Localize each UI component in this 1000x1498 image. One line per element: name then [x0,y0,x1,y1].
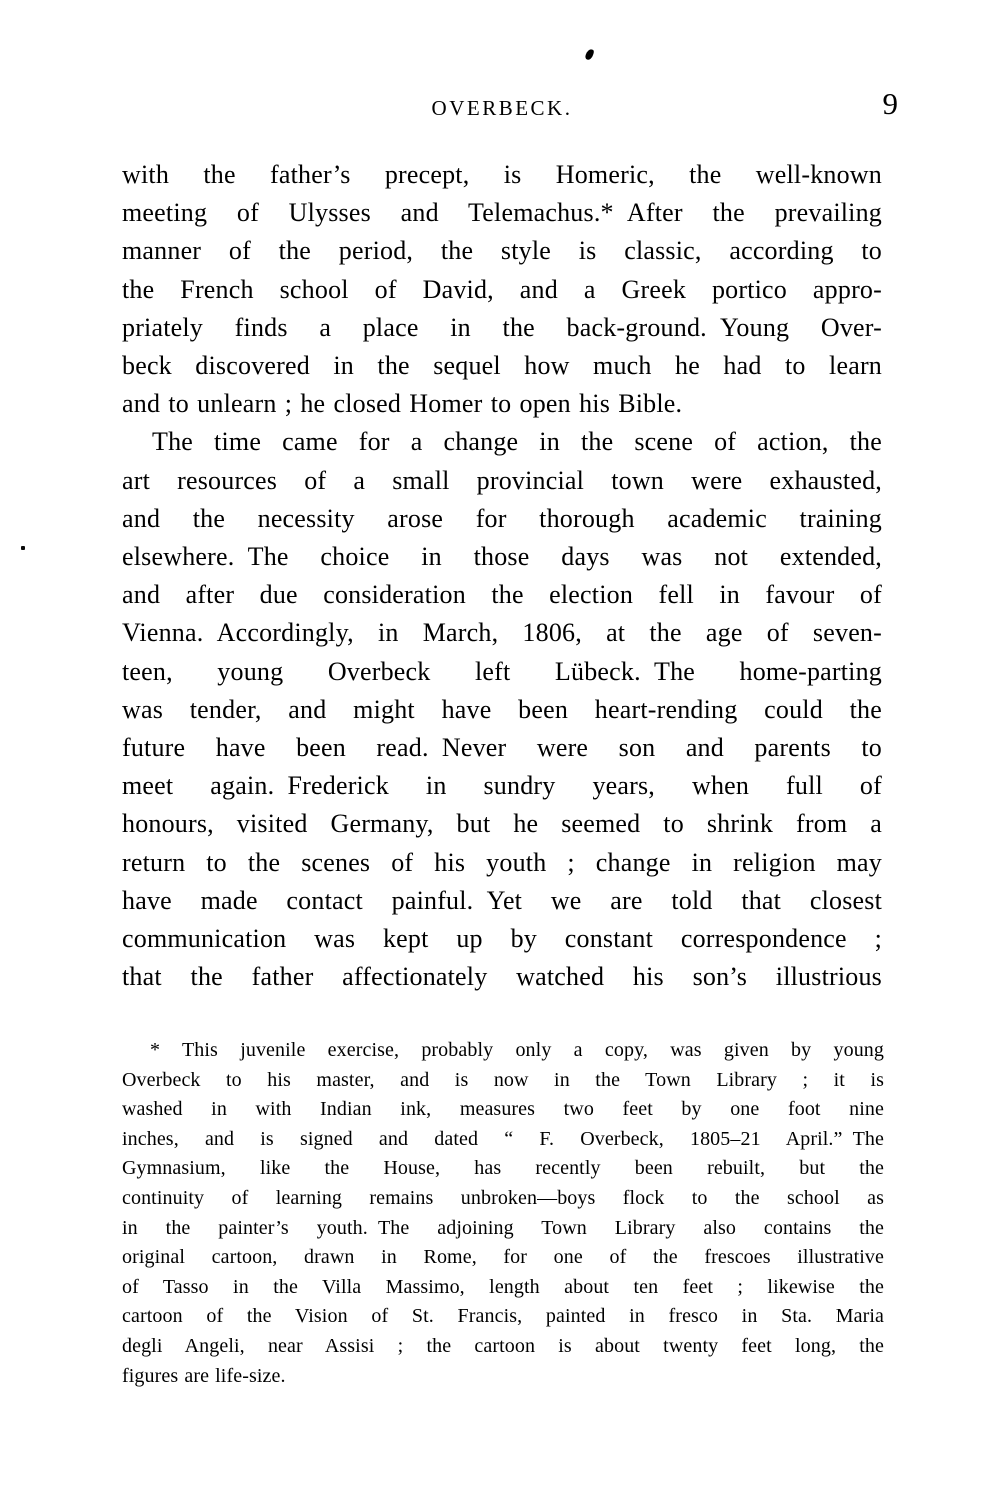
text-line: return to the scenes of his youth ; change in religion may [122,847,882,877]
footnote-line: * This juvenile exercise, probably only a copy, was given by young [150,1039,884,1061]
text-line: have made contact painful. Yet we are told that closest [122,885,882,915]
text-line: and to unlearn ; he closed Homer to open his Bible. [122,389,683,419]
footnote-line: Gymnasium, like the House, has recently been rebuilt, but the [122,1157,884,1180]
text-line: and the necessity arose for thorough academic training [122,503,882,533]
footnote-line: washed in with Indian ink, measures two feet by one foot nine [122,1098,884,1121]
footnote-line: Overbeck to his master, and is now in the Town Library ; it is [122,1068,884,1091]
paragraph-1 [122,156,882,423]
text-line: honours, visited Germany, but he seemed to shrink from a [122,809,882,839]
text-line: teen, young Overbeck left Lübeck. The home-parting [122,656,882,686]
text-line: future have been read. Never were son and parents to [122,733,882,763]
footnote-line: inches, and is signed and dated “ F. Overbeck, 1805–21 April.” The [122,1127,884,1150]
text-line: manner of the period, the style is classic, according to [122,236,882,266]
footnote-line: continuity of learning remains unbroken—boys flock to the school as [122,1186,884,1209]
footnote [122,1036,884,1391]
footnote-line: figures are life-size. [122,1364,286,1387]
text-line: the French school of David, and a Greek portico appro- [122,274,882,304]
text-line: art resources of a small provincial town were exhausted, [122,465,882,495]
text-line: beck discovered in the sequel how much he had to learn [122,351,882,381]
text-line: and after due consideration the election fell in favour of [122,580,882,610]
text-line: that the father affectionately watched his son’s illustrious [122,962,882,992]
paragraph-2 [122,423,882,996]
text-line: communication was kept up by constant correspondence ; [122,924,882,954]
page-body [122,156,882,996]
footnote-line: original cartoon, drawn in Rome, for one of the frescoes illustrative [122,1246,884,1269]
page-number: 9 [882,86,898,121]
ink-speck-mark [584,48,594,61]
footnote-line: cartoon of the Vision of St. Francis, painted in fresco in Sta. Maria [122,1305,884,1328]
footnote-line: in the painter’s youth. The adjoining Town Library also contains the [122,1216,884,1239]
page-header-title: OVERBECK. [431,96,573,120]
margin-dot-mark [21,546,25,550]
text-line: The time came for a change in the scene of action, the [152,427,882,457]
text-line: Vienna. Accordingly, in March, 1806, at the age of seven- [122,618,882,648]
text-line: was tender, and might have been heart-rending could the [122,694,882,724]
text-line: priately finds a place in the back-ground. Young Over- [122,312,882,342]
running-header [122,86,898,124]
text-line: with the father’s precept, is Homeric, the well-known [122,160,882,189]
footnote-line: degli Angeli, near Assisi ; the cartoon is about twenty feet long, the [122,1334,884,1357]
text-line: meeting of Ulysses and Telemachus.* After the prevailing [122,198,882,228]
footnote-line: of Tasso in the Villa Massimo, length about ten feet ; likewise the [122,1275,884,1298]
text-line: elsewhere. The choice in those days was not extended, [122,542,882,572]
text-line: meet again. Frederick in sundry years, when full of [122,771,882,801]
